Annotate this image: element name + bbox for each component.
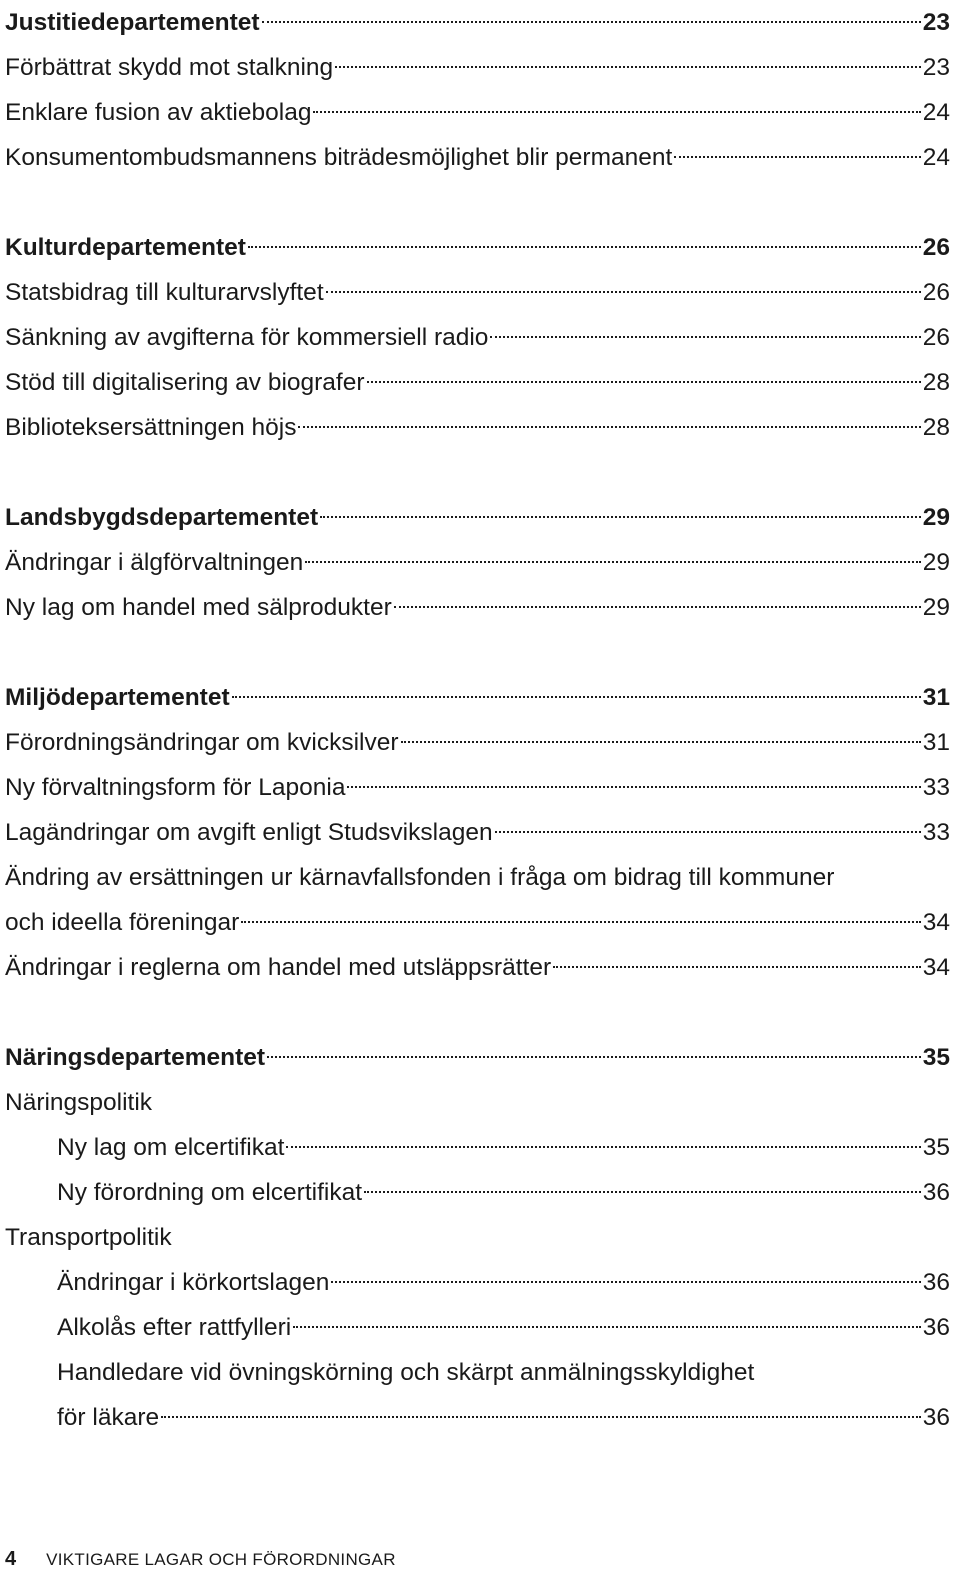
dot-leader (262, 21, 921, 23)
dot-leader (241, 921, 920, 923)
toc-title: Enklare fusion av aktiebolag (5, 99, 312, 126)
toc-heading-landsbygd[interactable] (5, 495, 950, 540)
toc-page: 23 (922, 9, 950, 36)
dot-leader (553, 966, 921, 968)
page-number: 4 (5, 1548, 17, 1570)
toc-title: Ändringar i älgförvaltningen (5, 549, 304, 576)
toc-page: 33 (922, 819, 950, 846)
dot-leader (490, 336, 920, 338)
toc-title: och ideella föreningar (5, 909, 240, 936)
toc-entry[interactable] (5, 1260, 950, 1305)
section-gap (5, 990, 950, 1035)
dot-leader (367, 381, 921, 383)
toc-title: Stöd till digitalisering av biografer (5, 369, 365, 396)
toc-title: Lagändringar om avgift enligt Studsvikslagen (5, 819, 493, 846)
toc-entry[interactable] (5, 765, 950, 810)
toc-entry-continuation[interactable] (5, 1395, 950, 1440)
toc-page: 29 (922, 594, 950, 621)
toc-entry[interactable] (5, 585, 950, 630)
toc-page: 26 (922, 324, 950, 351)
dot-leader (293, 1326, 921, 1328)
dot-leader (313, 111, 920, 113)
dot-leader (331, 1281, 920, 1283)
toc-page: 24 (922, 144, 950, 171)
section-gap (5, 630, 950, 675)
section-gap (5, 180, 950, 225)
toc-page: 29 (922, 504, 950, 531)
dot-leader (401, 741, 921, 743)
toc-entry[interactable] (5, 405, 950, 450)
toc-heading-justitie[interactable] (5, 0, 950, 45)
toc-page: 29 (922, 549, 950, 576)
toc-page: 26 (922, 279, 950, 306)
toc-subheading-transportpolitik: Transportpolitik (5, 1224, 172, 1251)
toc-title: Konsumentombudsmannens biträdesmöjlighet blir permanent (5, 144, 673, 171)
toc-page: 33 (922, 774, 950, 801)
toc-entry[interactable] (5, 1125, 950, 1170)
toc-title: Ny lag om elcertifikat (57, 1134, 285, 1161)
toc-title: Alkolås efter rattfylleri (57, 1314, 292, 1341)
toc-title: Landsbygdsdepartementet (5, 504, 319, 531)
toc-title: Ny förordning om elcertifikat (57, 1179, 363, 1206)
dot-leader (305, 561, 920, 563)
dot-leader (674, 156, 920, 158)
toc-entry[interactable] (5, 315, 950, 360)
dot-leader (326, 291, 921, 293)
toc-entry[interactable] (5, 720, 950, 765)
toc-title: Sänkning av avgifterna för kommersiell radio (5, 324, 489, 351)
toc-page: 36 (922, 1179, 950, 1206)
toc-entry[interactable] (5, 90, 950, 135)
toc-page: 36 (922, 1404, 950, 1431)
toc-page: 31 (922, 729, 950, 756)
toc-entry-first-line[interactable]: Ändring av ersättningen ur kärnavfallsfonden i fråga om bidrag till kommuner (5, 864, 835, 891)
dot-leader (364, 1191, 921, 1193)
toc-page: 35 (922, 1044, 950, 1071)
toc-title: Miljödepartementet (5, 684, 230, 711)
toc-title: Förordningsändringar om kvicksilver (5, 729, 399, 756)
toc-title: Statsbidrag till kulturarvslyftet (5, 279, 324, 306)
toc-title: för läkare (57, 1404, 160, 1431)
toc-title: Kulturdepartementet (5, 234, 246, 261)
toc-entry[interactable] (5, 45, 950, 90)
toc-heading-miljo[interactable] (5, 675, 950, 720)
toc-entry[interactable] (5, 1305, 950, 1350)
toc-entry[interactable] (5, 360, 950, 405)
toc-entry[interactable] (5, 540, 950, 585)
dot-leader (394, 606, 921, 608)
dot-leader (495, 831, 921, 833)
toc-title: Näringsdepartementet (5, 1044, 266, 1071)
toc-entry[interactable] (5, 810, 950, 855)
dot-leader (267, 1056, 921, 1058)
dot-leader (347, 786, 920, 788)
toc-title: Förbättrat skydd mot stalkning (5, 54, 334, 81)
dot-leader (286, 1146, 920, 1148)
toc-entry[interactable] (5, 135, 950, 180)
dot-leader (320, 516, 921, 518)
toc-subheading-naringspolitik: Näringspolitik (5, 1089, 153, 1116)
toc-page: 23 (922, 54, 950, 81)
toc-page: 28 (922, 369, 950, 396)
toc-entry[interactable] (5, 1170, 950, 1215)
toc-page: 36 (922, 1269, 950, 1296)
toc-heading-kultur[interactable] (5, 225, 950, 270)
toc-title: Ny förvaltningsform för Laponia (5, 774, 346, 801)
toc-title: Ny lag om handel med sälprodukter (5, 594, 392, 621)
dot-leader (161, 1416, 921, 1418)
toc-title: Biblioteksersättningen höjs (5, 414, 297, 441)
toc-heading-naring[interactable] (5, 1035, 950, 1080)
toc-entry-continuation[interactable] (5, 900, 950, 945)
toc-entry-first-line[interactable]: Handledare vid övningskörning och skärpt anmälningsskyldighet (57, 1359, 755, 1386)
footer-title: VIKTIGARE LAGAR OCH FÖRORDNINGAR (46, 1550, 396, 1569)
toc-page: 24 (922, 99, 950, 126)
toc-page: 26 (922, 234, 950, 261)
toc-page: 34 (922, 954, 950, 981)
toc-page: 31 (922, 684, 950, 711)
section-gap (5, 450, 950, 495)
toc-title: Ändringar i reglerna om handel med utsläppsrätter (5, 954, 552, 981)
page-footer (5, 1548, 396, 1571)
toc-page: 34 (922, 909, 950, 936)
toc-title: Justitiedepartementet (5, 9, 260, 36)
dot-leader (248, 246, 921, 248)
table-of-contents (5, 0, 950, 1440)
dot-leader (232, 696, 921, 698)
toc-entry[interactable] (5, 270, 950, 315)
toc-page: 36 (922, 1314, 950, 1341)
toc-title: Ändringar i körkortslagen (57, 1269, 330, 1296)
dot-leader (335, 66, 921, 68)
toc-page: 28 (922, 414, 950, 441)
toc-page: 35 (922, 1134, 950, 1161)
toc-entry[interactable] (5, 945, 950, 990)
dot-leader (298, 426, 920, 428)
